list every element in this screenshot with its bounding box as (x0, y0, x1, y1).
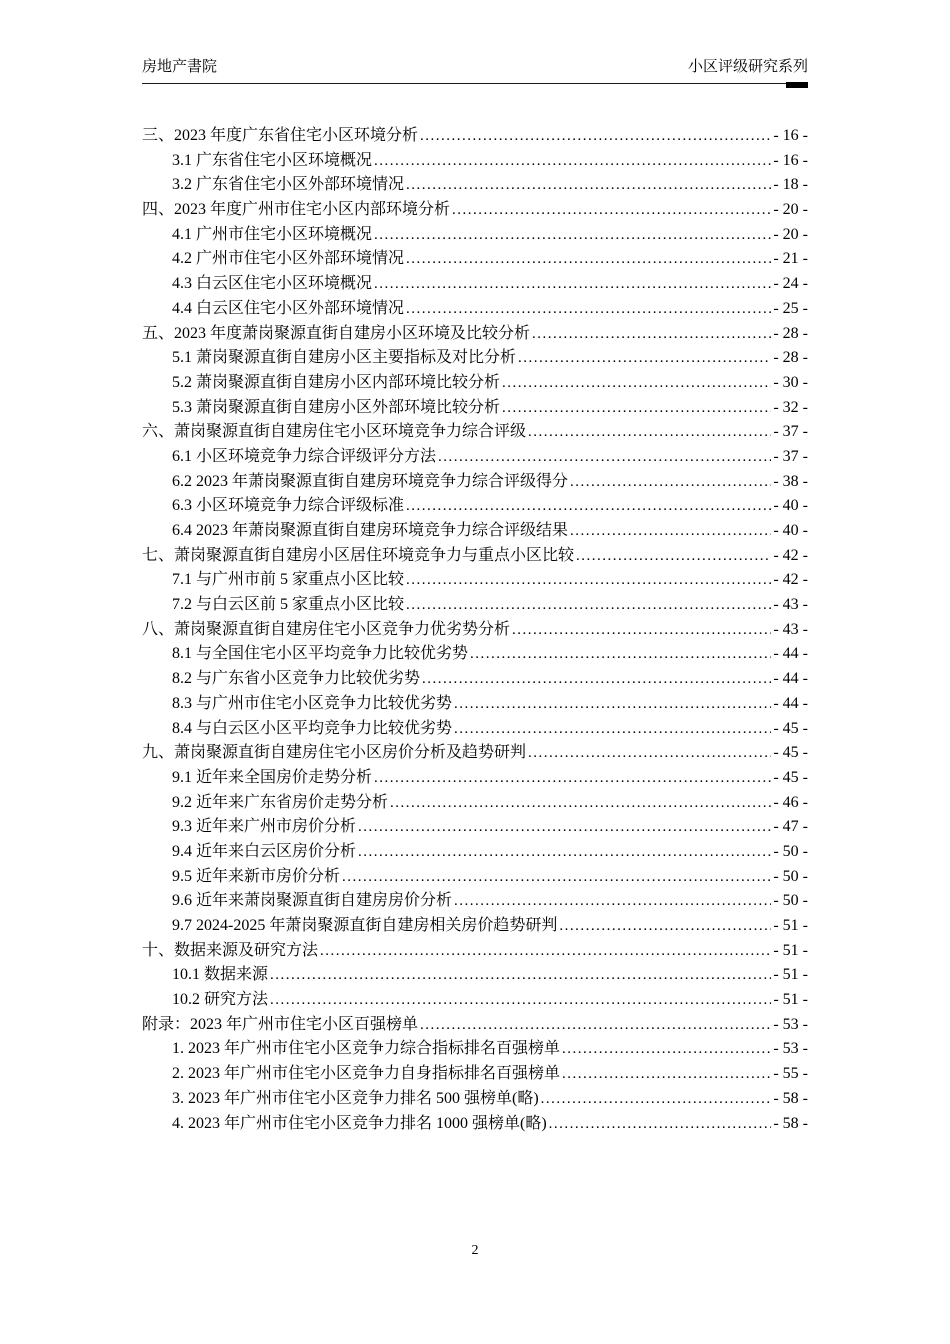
toc-entry-title: 9.1 近年来全国房价走势分析 (172, 768, 373, 786)
toc-entry-title: 附录：2023 年广州市住宅小区百强榜单 (142, 1015, 419, 1033)
toc-entry (142, 642, 808, 667)
toc-entry-title: 9.5 近年来新市房价分析 (172, 867, 341, 885)
toc-entry-title: 1. 2023 年广州市住宅小区竞争力综合指标排名百强榜单 (172, 1040, 561, 1058)
toc-entry-title: 9.3 近年来广州市房价分析 (172, 818, 357, 836)
toc-entry-title: 4.4 白云区住宅小区外部环境情况 (172, 299, 405, 317)
toc-entry-page: - 28 - (773, 324, 808, 342)
toc-leader-dots (562, 1037, 771, 1062)
toc-entry-title: 8.1 与全国住宅小区平均竞争力比较优劣势 (172, 645, 469, 663)
toc-leader-dots (549, 1112, 772, 1137)
toc-entry-title: 8.2 与广东省小区竞争力比较优劣势 (172, 670, 421, 688)
toc-entry-title: 四、2023 年度广州市住宅小区内部环境分析 (142, 201, 451, 219)
toc-leader-dots (562, 1062, 771, 1087)
toc-entry (142, 692, 808, 717)
toc-entry-page: - 51 - (773, 917, 808, 934)
toc-entry (142, 149, 808, 174)
toc-entry-page: - 44 - (773, 694, 808, 712)
toc-entry-title: 九、萧岗聚源直街自建房住宅小区房价分析及趋势研判 (142, 744, 527, 762)
toc-leader-dots (532, 322, 771, 347)
toc-entry (142, 593, 808, 618)
toc-entry-page: - 58 - (773, 1114, 808, 1132)
toc-entry (142, 198, 808, 223)
toc-entry-page: - 42 - (773, 546, 808, 564)
toc-leader-dots (570, 519, 771, 544)
toc-leader-dots (420, 124, 771, 149)
toc-leader-dots (454, 717, 771, 742)
toc-entry (142, 322, 808, 347)
toc-entry (142, 396, 808, 421)
toc-entry-title: 五、2023 年度萧岗聚源直街自建房小区环境及比较分析 (142, 324, 531, 342)
toc-entry-page: - 47 - (773, 818, 808, 836)
toc-leader-dots (406, 593, 771, 618)
toc-entry-page: - 53 - (773, 1015, 808, 1033)
toc-entry (142, 914, 808, 939)
toc-entry-page: - 50 - (773, 842, 808, 860)
toc-entry (142, 124, 808, 149)
toc-leader-dots (470, 642, 771, 667)
toc-entry (142, 470, 808, 495)
toc-leader-dots (358, 815, 771, 840)
toc-leader-dots (406, 297, 771, 322)
toc-entry-title: 8.4 与白云区小区平均竞争力比较优劣势 (172, 719, 453, 737)
toc-list (142, 124, 808, 1136)
toc-entry-page: - 55 - (773, 1065, 808, 1083)
toc-entry-page: - 45 - (773, 768, 808, 786)
toc-entry (142, 889, 808, 914)
toc-entry-title: 3. 2023 年广州市住宅小区竞争力排名 500 强榜单(略) (172, 1089, 539, 1107)
toc-leader-dots (452, 198, 771, 223)
toc-entry-title: 5.2 萧岗聚源直街自建房小区内部环境比较分析 (172, 373, 501, 391)
toc-entry-page: - 40 - (773, 497, 808, 515)
toc-leader-dots (406, 568, 771, 593)
toc-entry (142, 494, 808, 519)
toc-entry-page: - 25 - (773, 299, 808, 317)
toc-entry-page: - 58 - (773, 1089, 808, 1107)
toc-entry (142, 544, 808, 569)
toc-entry-title: 4.1 广州市住宅小区环境概况 (172, 225, 373, 243)
toc-entry-title: 6.1 小区环境竞争力综合评级评分方法 (172, 447, 437, 465)
toc-entry-page: - 53 - (773, 1040, 808, 1058)
toc-leader-dots (454, 692, 771, 717)
toc-leader-dots (406, 247, 771, 272)
toc-entry-page: - 43 - (773, 620, 808, 638)
toc-entry-page: - 51 - (773, 941, 808, 959)
toc-entry-page: - 20 - (773, 201, 808, 219)
toc-entry-page: - 30 - (773, 373, 808, 391)
toc-entry-title: 7.2 与白云区前 5 家重点小区比较 (172, 596, 405, 614)
toc-entry-page: - 18 - (773, 176, 808, 194)
toc-leader-dots (406, 494, 771, 519)
toc-leader-dots (502, 371, 771, 396)
toc-leader-dots (374, 766, 771, 791)
toc-entry-title: 八、萧岗聚源直街自建房住宅小区竞争力优劣势分析 (142, 620, 511, 638)
toc-entry (142, 667, 808, 692)
toc-leader-dots (358, 840, 771, 865)
toc-entry-page: - 16 - (773, 127, 808, 144)
toc-leader-dots (270, 963, 771, 988)
toc-entry-title: 4. 2023 年广州市住宅小区竞争力排名 1000 强榜单(略) (172, 1114, 547, 1132)
toc-entry (142, 568, 808, 593)
toc-entry (142, 272, 808, 297)
toc-entry-page: - 44 - (773, 670, 808, 688)
toc-entry-page: - 50 - (773, 867, 808, 885)
toc-entry (142, 346, 808, 371)
toc-entry (142, 1112, 808, 1137)
toc-leader-dots (320, 939, 771, 964)
page-header (142, 57, 808, 84)
toc-entry (142, 815, 808, 840)
toc-leader-dots (518, 346, 771, 371)
header-right-text: 小区评级研究系列 (687, 59, 808, 75)
toc-entry-title: 六、萧岗聚源直街自建房住宅小区环境竞争力综合评级 (142, 423, 527, 441)
toc-entry-page: - 37 - (773, 447, 808, 465)
toc-leader-dots (406, 173, 771, 198)
toc-leader-dots (342, 865, 771, 890)
toc-entry-title: 10.1 数据来源 (172, 966, 269, 984)
toc-entry-title: 8.3 与广州市住宅小区竞争力比较优劣势 (172, 694, 453, 712)
toc-entry-title: 4.2 广州市住宅小区外部环境情况 (172, 250, 405, 268)
toc-leader-dots (374, 272, 771, 297)
toc-entry-title: 6.2 2023 年萧岗聚源直街自建房环境竞争力综合评级得分 (172, 472, 569, 490)
toc-leader-dots (454, 889, 771, 914)
header-rule-mark (786, 82, 808, 88)
toc-entry-title: 3.2 广东省住宅小区外部环境情况 (172, 176, 405, 194)
toc-entry (142, 173, 808, 198)
toc-entry-title: 5.1 萧岗聚源直街自建房小区主要指标及对比分析 (172, 349, 517, 367)
toc-entry-title: 七、萧岗聚源直街自建房小区居住环境竞争力与重点小区比较 (142, 546, 575, 564)
toc-entry (142, 741, 808, 766)
toc-entry-page: - 40 - (773, 522, 808, 539)
toc-leader-dots (420, 1013, 771, 1038)
toc-entry (142, 939, 808, 964)
toc-entry-page: - 21 - (773, 250, 808, 268)
toc-leader-dots (374, 149, 771, 174)
toc-entry (142, 618, 808, 643)
toc-entry (142, 1062, 808, 1087)
toc-entry-title: 5.3 萧岗聚源直街自建房小区外部环境比较分析 (172, 398, 501, 416)
toc-entry-page: - 42 - (773, 571, 808, 589)
toc-entry-page: - 24 - (773, 275, 808, 293)
toc-entry (142, 1037, 808, 1062)
toc-entry-page: - 43 - (773, 596, 808, 614)
toc-entry-title: 9.2 近年来广东省房价走势分析 (172, 793, 389, 811)
toc-entry (142, 840, 808, 865)
toc-entry (142, 988, 808, 1013)
toc-entry-page: - 46 - (773, 793, 808, 811)
toc-entry-title: 10.2 研究方法 (172, 991, 269, 1009)
toc-entry-page: - 38 - (773, 472, 808, 490)
toc-entry (142, 865, 808, 890)
toc-entry (142, 247, 808, 272)
toc-entry (142, 297, 808, 322)
toc-entry-page: - 37 - (773, 423, 808, 441)
toc-entry-title: 4.3 白云区住宅小区环境概况 (172, 275, 373, 293)
toc-leader-dots (390, 791, 771, 816)
toc-leader-dots (528, 420, 771, 445)
toc-leader-dots (576, 544, 771, 569)
page-footer (0, 1243, 950, 1259)
header-left-text: 房地产書院 (142, 59, 218, 75)
toc-entry (142, 717, 808, 742)
toc-entry (142, 371, 808, 396)
page-number: 2 (471, 1243, 479, 1258)
toc-leader-dots (559, 914, 771, 939)
toc-leader-dots (270, 988, 771, 1013)
toc-leader-dots (422, 667, 771, 692)
toc-entry (142, 963, 808, 988)
toc-entry (142, 420, 808, 445)
toc-entry-title: 6.3 小区环境竞争力综合评级标准 (172, 497, 405, 515)
toc-entry-title: 三、2023 年度广东省住宅小区环境分析 (142, 127, 419, 144)
toc-entry-title: 2. 2023 年广州市住宅小区竞争力自身指标排名百强榜单 (172, 1065, 561, 1083)
toc-entry-page: - 32 - (773, 398, 808, 416)
toc-entry-page: - 44 - (773, 645, 808, 663)
toc-entry (142, 1013, 808, 1038)
toc-entry (142, 223, 808, 248)
toc-leader-dots (528, 741, 771, 766)
toc-entry-title: 9.6 近年来萧岗聚源直街自建房房价分析 (172, 892, 453, 910)
toc-entry (142, 445, 808, 470)
toc-entry (142, 1087, 808, 1112)
toc-leader-dots (374, 223, 771, 248)
toc-entry (142, 791, 808, 816)
toc-leader-dots (438, 445, 771, 470)
toc-entry-page: - 16 - (773, 151, 808, 169)
toc-entry (142, 519, 808, 544)
toc-entry-page: - 28 - (773, 349, 808, 367)
toc-leader-dots (541, 1087, 772, 1112)
toc-entry-page: - 45 - (773, 719, 808, 737)
toc-entry-page: - 45 - (773, 744, 808, 762)
toc-entry-page: - 20 - (773, 225, 808, 243)
toc-entry-title: 十、数据来源及研究方法 (142, 941, 319, 959)
toc-entry-title: 6.4 2023 年萧岗聚源直街自建房环境竞争力综合评级结果 (172, 522, 569, 539)
toc-entry-title: 9.4 近年来白云区房价分析 (172, 842, 357, 860)
toc-entry (142, 766, 808, 791)
toc-entry-title: 9.7 2024-2025 年萧岗聚源直街自建房相关房价趋势研判 (172, 917, 558, 934)
toc-entry-page: - 51 - (773, 991, 808, 1009)
toc-leader-dots (570, 470, 771, 495)
toc-entry-page: - 51 - (773, 966, 808, 984)
toc-entry-title: 3.1 广东省住宅小区环境概况 (172, 151, 373, 169)
toc-leader-dots (502, 396, 771, 421)
toc-entry-title: 7.1 与广州市前 5 家重点小区比较 (172, 571, 405, 589)
toc-leader-dots (512, 618, 771, 643)
toc-entry-page: - 50 - (773, 892, 808, 910)
